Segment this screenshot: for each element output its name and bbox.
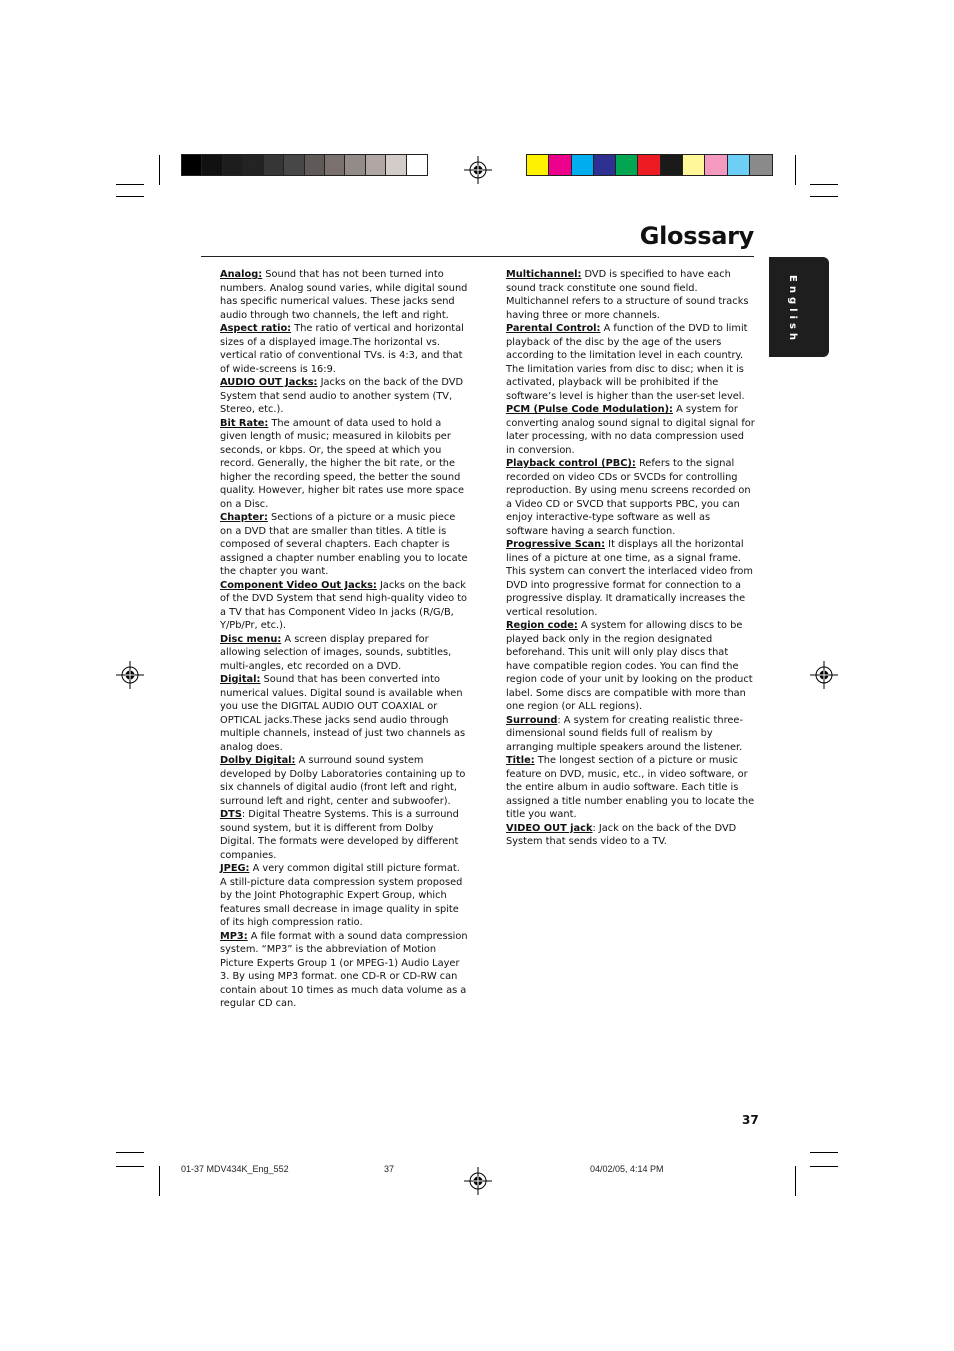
color-swatch: [572, 155, 594, 175]
glossary-definition: It displays all the horizontal lines of a picture at one time, as a signal frame. This system can convert the interlaced video from DVD into progressive format for connection to a progressive display. It dramatically increases the vertical resolution.: [506, 539, 753, 618]
glossary-term: Progressive Scan:: [506, 539, 606, 550]
glossary-term: Aspect ratio:: [220, 323, 292, 334]
glossary-term: Bit Rate:: [220, 417, 269, 429]
glossary-term: Region code:: [506, 620, 578, 631]
color-swatch: [705, 155, 727, 175]
grayscale-color-bar: [181, 154, 428, 176]
color-swatch: [683, 155, 705, 175]
color-swatch: [366, 155, 386, 175]
crop-mark: [810, 196, 838, 197]
glossary-column-right: [506, 268, 755, 849]
glossary-entry: [506, 619, 755, 714]
glossary-definition: A system for allowing discs to be played back only in the region designated beforehand. This unit will only play discs that have compatible region codes. You can find the region code of your unit by looking on the product label. Some discs are compatible with more than one region (or ALL regions).: [506, 620, 753, 712]
glossary-entry: [506, 457, 755, 538]
color-swatch: [527, 155, 549, 175]
language-tab-label: English: [787, 275, 798, 345]
crop-mark: [810, 1152, 838, 1153]
color-swatch: [345, 155, 365, 175]
color-swatch: [616, 155, 638, 175]
color-swatch: [549, 155, 571, 175]
registration-mark-icon: [810, 661, 838, 689]
crop-mark: [116, 196, 144, 197]
glossary-term: Disc menu:: [220, 633, 282, 645]
crop-mark: [810, 1166, 838, 1167]
color-swatch: [594, 155, 616, 175]
glossary-entry: [506, 822, 755, 849]
glossary-entry: [506, 538, 755, 619]
glossary-term: Surround: [506, 714, 558, 726]
color-swatch: [243, 155, 263, 175]
crop-mark: [159, 1166, 160, 1196]
title-rule: [201, 256, 754, 257]
color-swatch: [284, 155, 304, 175]
glossary-entry: [220, 511, 468, 579]
glossary-entry: [220, 376, 468, 417]
glossary-term: Dolby Digital:: [220, 755, 296, 766]
glossary-entry: [506, 322, 755, 403]
glossary-term: VIDEO OUT jack: [506, 822, 593, 834]
glossary-entry: [220, 633, 468, 674]
glossary-definition: Jacks on the back of the DVD System that send high-quality video to a TV that has Component Video In jacks (R/G/B, Y/Pb/Pr, etc.).: [220, 579, 468, 631]
glossary-definition: The amount of data used to hold a given length of music; measured in kilobits per seconds, or kbps. Or, the speed at which you record. Generally, the higher the bit rate, or the higher the recording speed, the better the sound quality. However, higher bit rates use more space on a Disc.: [220, 417, 465, 510]
glossary-column-left: [220, 268, 468, 1011]
glossary-entry: [220, 322, 468, 376]
glossary-definition: A very common digital still picture format. A still-picture data compression system proposed by the Joint Photographic Expert Group, which features small decrease in image quality in spite of its high compression ratio.: [220, 863, 463, 928]
crop-mark: [116, 1166, 144, 1167]
crop-mark: [116, 1152, 144, 1153]
crop-mark: [795, 1166, 796, 1196]
glossary-entry: [220, 754, 468, 808]
glossary-term: MP3:: [220, 930, 248, 942]
color-swatch: [182, 155, 202, 175]
glossary-definition: Sound that has been converted into numerical values. Digital sound is available when you use the DIGITAL AUDIO OUT COAXIAL or OPTICAL jacks.These jacks send audio through multiple channels, instead of just two channels as analog does.: [220, 674, 466, 753]
page-number: 37: [742, 1113, 759, 1127]
glossary-term: DTS: [220, 809, 242, 820]
glossary-definition: A function of the DVD to limit playback of the disc by the age of the users according to the limitation level in each country. The limitation varies from disc to disc; when it is activated, playback will be prohibited if the software’s level is higher than the user-set level.: [506, 323, 748, 402]
glossary-definition: Jacks on the back of the DVD System that send audio to another system (TV, Stereo, etc.).: [220, 377, 464, 415]
color-swatch: [305, 155, 325, 175]
glossary-term: PCM (Pulse Code Modulation):: [506, 404, 673, 415]
registration-mark-icon: [464, 156, 492, 184]
glossary-term: Multichannel:: [506, 269, 582, 280]
glossary-entry: [220, 673, 468, 754]
color-swatch: [386, 155, 406, 175]
color-swatch: [638, 155, 660, 175]
glossary-definition: : A system for creating realistic three-dimensional sound fields full of realism by arranging multiple speakers around the listener.: [506, 714, 743, 753]
page-title: Glossary: [639, 222, 754, 250]
glossary-definition: A system for converting analog sound signal to digital signal for later processing, with no data compression used in conversion.: [506, 404, 755, 456]
glossary-entry: [220, 579, 468, 633]
glossary-entry: [506, 403, 755, 457]
glossary-definition: : Jack on the back of the DVD System that sends video to a TV.: [506, 822, 737, 847]
footer-file-name: 01-37 MDV434K_Eng_552: [181, 1164, 289, 1174]
crop-mark: [159, 155, 160, 185]
glossary-term: JPEG:: [220, 863, 250, 874]
glossary-term: Analog:: [220, 269, 263, 280]
color-swatch: [264, 155, 284, 175]
color-swatch: [728, 155, 750, 175]
color-swatch: [325, 155, 345, 175]
glossary-definition: A file format with a sound data compression system. “MP3” is the abbreviation of Motion Picture Experts Group 1 (or MPEG-1) Audio Layer 3. By using MP3 format. one CD-R or CD-RW can contain about 10 times as much data volume as a regular CD can.: [220, 930, 468, 1009]
glossary-definition: A surround sound system developed by Dolby Laboratories containing up to six channels of digital audio (front left and right, surround left and right, center and subwoofer).: [220, 755, 466, 807]
glossary-definition: Sections of a picture or a music piece on a DVD that are smaller than titles. A title is composed of several chapters. Each chapter is assigned a chapter number enabling you to locate the chapter you want.: [220, 512, 468, 577]
footer-sheet-number: 37: [384, 1164, 395, 1174]
glossary-term: Playback control (PBC):: [506, 458, 636, 469]
glossary-entry: [220, 808, 468, 862]
glossary-definition: A screen display prepared for allowing selection of images, sounds, subtitles, multi-angles, etc recorded on a DVD.: [220, 633, 452, 672]
glossary-term: Title:: [506, 755, 535, 766]
glossary-term: Component Video Out Jacks:: [220, 579, 377, 591]
glossary-entry: [220, 930, 468, 1011]
crop-mark: [810, 184, 838, 185]
glossary-entry: [220, 862, 468, 930]
color-swatch: [202, 155, 222, 175]
registration-mark-icon: [464, 1167, 492, 1195]
glossary-definition: The ratio of vertical and horizontal sizes of a displayed image.The horizontal vs. vertical ratio of conventional TVs. is 4:3, and that of wide-screens is 16:9.: [220, 323, 464, 375]
glossary-entry: [220, 268, 468, 322]
crop-mark: [795, 155, 796, 185]
glossary-definition: The longest section of a picture or music feature on DVD, music, etc., in video software, or the entire album in audio software. Each title is assigned a title number enabling you to locate the title you want.: [506, 755, 755, 820]
glossary-definition: Sound that has not been turned into numbers. Analog sound varies, while digital sound has specific numerical values. These jacks send audio through two channels, the left and right.: [220, 269, 468, 321]
color-swatch: [750, 155, 772, 175]
footer-date-time: 04/02/05, 4:14 PM: [590, 1164, 664, 1174]
glossary-definition: DVD is specified to have each sound track constitute one sound field. Multichannel refers to a structure of sound tracks having three or more channels.: [506, 269, 749, 321]
glossary-entry: [506, 268, 755, 322]
crop-mark: [116, 184, 144, 185]
glossary-entry: [506, 754, 755, 822]
registration-mark-icon: [116, 661, 144, 689]
process-color-bar: [526, 154, 773, 176]
glossary-definition: Refers to the signal recorded on video CDs or SVCDs for controlling reproduction. By using menu screens recorded on a Video CD or SVCD that supports PBC, you can enjoy interactive-type software as well as software having a search function.: [506, 458, 751, 537]
glossary-entry: [220, 417, 468, 512]
glossary-term: Digital:: [220, 674, 261, 685]
color-swatch: [661, 155, 683, 175]
glossary-entry: [506, 714, 755, 755]
glossary-definition: : Digital Theatre Systems. This is a surround sound system, but it is different from Dolby Digital. The formats were developed by different companies.: [220, 809, 459, 861]
glossary-term: Parental Control:: [506, 323, 601, 334]
glossary-term: AUDIO OUT Jacks:: [220, 377, 318, 388]
color-swatch: [407, 155, 427, 175]
glossary-term: Chapter:: [220, 512, 268, 523]
color-swatch: [223, 155, 243, 175]
